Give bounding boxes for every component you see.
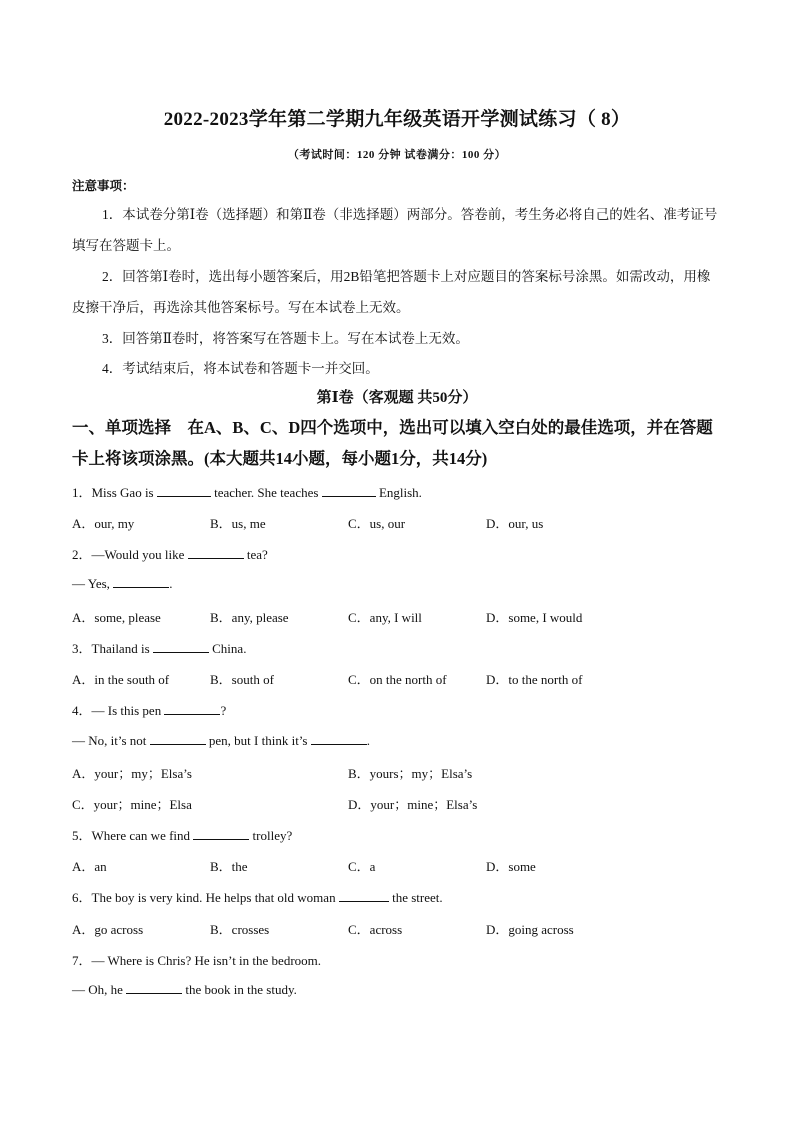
question-6: 6．The boy is very kind. He helps that old woman the street. <box>72 890 443 905</box>
option-a: A．your；my；Elsa’s <box>72 766 192 781</box>
note-item-1: 1．本试卷分第Ⅰ卷（选择题）和第Ⅱ卷（非选择题）两部分。答卷前，考生务必将自己的姓名、准考证号填写在答题卡上。 <box>72 207 718 253</box>
option-b: B．the <box>210 859 248 874</box>
exam-info: （考试时间：120 分钟 试卷满分：100 分） <box>287 149 507 161</box>
question-2-reply: — Yes, . <box>72 576 173 591</box>
question-7-reply: — Oh, he the book in the study. <box>72 982 297 997</box>
option-a: A．some, please <box>72 610 161 625</box>
answer-blank <box>157 484 211 497</box>
answer-blank <box>311 732 367 745</box>
option-c: C．your；mine；Elsa <box>72 797 192 812</box>
answer-blank <box>126 981 182 994</box>
option-a: A．in the south of <box>72 672 170 687</box>
answer-blank <box>188 546 244 559</box>
note-item-2: 2．回答第Ⅰ卷时，选出每小题答案后，用2B铅笔把答题卡上对应题目的答案标号涂黑。如需改动，用橡皮擦干净后，再选涂其他答案标号。写在本试卷上无效。 <box>72 269 711 315</box>
question-1: 1．Miss Gao is teacher. She teaches English. <box>72 485 422 500</box>
answer-blank <box>322 484 376 497</box>
question-4: 4．— Is this pen ? <box>72 703 227 718</box>
option-b: B．crosses <box>210 922 270 937</box>
answer-blank <box>339 889 389 902</box>
option-d: D．some <box>486 859 536 874</box>
question-4-reply: — No, it’s not pen, but I think it’s . <box>72 733 370 748</box>
note-item-4: 4．考试结束后，将本试卷和答题卡一并交回。 <box>102 361 379 376</box>
option-d: D．your；mine；Elsa’s <box>348 797 478 812</box>
page-title: 2022-2023学年第二学期九年级英语开学测试练习（ 8） <box>163 109 631 130</box>
option-d: D．going across <box>486 922 574 937</box>
part-heading: 一、单项选择 在A、B、C、D四个选项中，选出可以填入空白处的最佳选项，并在答题卡上将该项涂黑。(本大题共14小题，每小题1分，共14分) <box>72 418 713 468</box>
answer-blank <box>193 827 249 840</box>
option-a: A．an <box>72 859 107 874</box>
answer-blank <box>150 732 206 745</box>
option-b: B．any, please <box>210 610 289 625</box>
question-7: 7．— Where is Chris? He isn’t in the bedroom. <box>72 953 322 968</box>
answer-blank <box>153 640 209 653</box>
option-b: B．us, me <box>210 516 266 531</box>
question-2: 2．—Would you like tea? <box>72 547 268 562</box>
option-d: D．to the north of <box>486 672 583 687</box>
option-d: D．some, I would <box>486 610 583 625</box>
answer-blank <box>113 575 169 588</box>
note-item-3: 3．回答第Ⅱ卷时，将答案写在答题卡上。写在本试卷上无效。 <box>102 331 469 346</box>
option-c: C．any, I will <box>348 610 422 625</box>
option-c: C．a <box>348 859 376 874</box>
option-d: D．our, us <box>486 516 544 531</box>
notes-heading: 注意事项： <box>72 179 135 193</box>
option-c: C．across <box>348 922 403 937</box>
option-a: A．go across <box>72 922 144 937</box>
answer-blank <box>164 702 220 715</box>
question-5: 5．Where can we find trolley? <box>72 828 293 843</box>
section-title: 第Ⅰ卷（客观题 共50分） <box>316 390 478 406</box>
option-b: B．south of <box>210 672 274 687</box>
option-c: C．us, our <box>348 516 406 531</box>
option-b: B．yours；my；Elsa’s <box>348 766 473 781</box>
option-a: A．our, my <box>72 516 135 531</box>
option-c: C．on the north of <box>348 672 447 687</box>
question-3: 3．Thailand is China. <box>72 641 247 656</box>
